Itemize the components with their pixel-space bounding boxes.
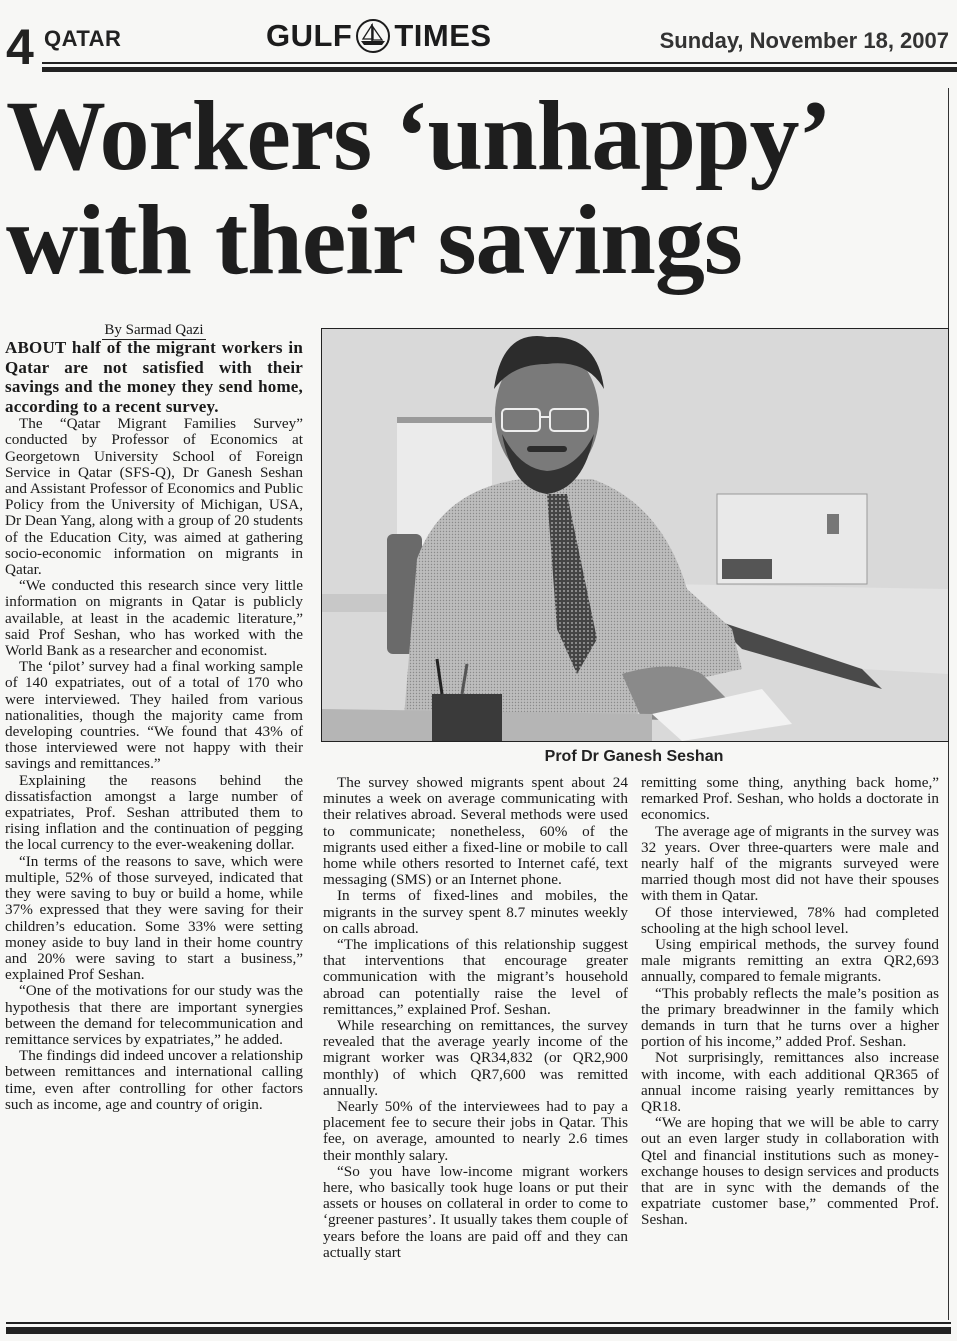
footer-rule-thin (6, 1322, 951, 1324)
article-column-middle (323, 775, 628, 1261)
paragraph: “One of the motivations for our study was the hypothesis that there are important synergies between the demand for telecommunication and remittance services by expatriates,” he added. (5, 982, 303, 1048)
photo-caption: Prof Dr Ganesh Seshan (544, 748, 724, 765)
issue-date: Sunday, November 18, 2007 (659, 28, 949, 53)
section-label: QATAR (44, 26, 122, 51)
masthead (0, 0, 957, 80)
paragraph: “This probably reflects the male’s position as the primary breadwinner in the family which demands in turn that he turns over a higher portion of his income,” added Prof. Seshan. (641, 984, 939, 1051)
article-column-left (5, 322, 303, 1113)
paragraph: “We conducted this research since very little information on migrants in Qatar is publicly available, at least in the academic literature,” said Prof Seshan, who has worked with the World Bank as a researcher and economist. (5, 577, 303, 660)
paragraph: Explaining the reasons behind the dissatisfaction amongst a large number of expatriates, Prof. Seshan attributed them to rising inflation and the continuation of pegging the local currency to the ever-weakening dollar. (5, 771, 303, 854)
paragraph: The average age of migrants in the survey was 32 years. Over three-quarters were male and nearly half of the migrants surveyed were married though most did not have their spouses with them in Qatar. (641, 822, 939, 905)
masthead-rule-thin (42, 62, 957, 64)
paragraph: The “Qatar Migrant Families Survey” conducted by Professor of Economics at Georgetown University School of Foreign Service in Qatar (SFS-Q), Dr Ganesh Seshan and Assistant Professor of Economics and Public Policy from the University of Michigan, USA, Dr Dean Yang, along with a group of 20 students of the Education City, was aimed at gathering socio-economic information on migrants in Qatar. (5, 415, 303, 579)
paragraph: The findings did indeed uncover a relationship between remittances and international calling time, even after controlling for other factors such as income, age and country of origin. (5, 1047, 303, 1113)
paragraph: “So you have low-income migrant workers here, who basically took huge loans or put their assets or houses on collateral in order to come to ‘greener pastures’. It usually takes them couple of years before the loans are paid off and they can actually start (323, 1162, 628, 1261)
paragraph: Not surprisingly, remittances also increase with income, with each additional QR365 of annual income raising yearly remittances by QR18. (641, 1049, 939, 1116)
publication-logo (266, 18, 492, 54)
dhow-boat-icon (355, 18, 391, 54)
logo-word-right: TIMES (394, 18, 492, 53)
paragraph: “We are hoping that we will be able to carry out an even larger study in collaboration with Qtel and financial institutions such as money-exchange houses to design services and products that are in sync with the demands of the expatriate customer base,” commented Prof. Seshan. (641, 1114, 939, 1229)
headline-line-2: with their savings (6, 184, 742, 295)
byline: By Sarmad Qazi (104, 322, 204, 338)
paragraph: The survey showed migrants spent about 24 minutes a week on average communicating with their relatives abroad. Several methods were used to communicate; nonetheless, 60% of the migrants used either a fixed-line or mobile to call home while others resorted to Internet café, text messaging (SMS) or an Internet phone. (323, 774, 628, 889)
headline-line-1: Workers ‘unhappy’ (6, 80, 831, 191)
article-column-right (641, 775, 939, 1229)
paragraph: “The implications of this relationship suggest that interventions that encourage greater communication with the migrant’s household abroad can potentially raise the level of remittances,” explained Prof. Seshan. (323, 936, 628, 1018)
article-photo (321, 328, 949, 742)
paragraph: Using empirical methods, the survey found male migrants remitting an extra QR2,693 annually, compared to female migrants. (641, 936, 939, 986)
logo-word-left: GULF (266, 18, 353, 53)
paragraph: The ‘pilot’ survey had a final working sample of 140 expatriates, out of a total of 170 who were interviewed. They hailed from various nationalities, though the majority came from developing countries. “We found that 43% of those interviewed were not happy with their savings and remittances.” (5, 658, 303, 773)
paragraph: Of those interviewed, 78% had completed schooling at the high school level. (641, 903, 939, 937)
headline (6, 80, 946, 295)
paragraph: In terms of fixed-lines and mobiles, the migrants in the survey spent 8.7 minutes weekly on calls abroad. (323, 887, 628, 937)
paragraph: Nearly 50% of the interviewees had to pay a placement fee to secure their jobs in Qatar. This fee, on average, amounted to nearly 2.6 times their monthly salary. (323, 1098, 628, 1164)
masthead-rule-thick (42, 67, 957, 72)
paragraph: While researching on remittances, the survey revealed that the average yearly income of the migrant worker was QR34,832 (or QR2,900 monthly) of which QR7,600 was remitted annually. (323, 1017, 628, 1099)
page-number: 4 (6, 19, 34, 75)
portrait-photo-illustration (322, 329, 948, 741)
paragraph: remitting some thing, anything back home,” remarked Prof. Seshan, who holds a doctorate in economics. (641, 774, 939, 824)
footer-rule-thick (6, 1327, 951, 1334)
lede-paragraph: ABOUT half of the migrant workers in Qatar are not satisfied with their savings and the money they send home, according to a recent survey. (5, 338, 303, 416)
paragraph: “In terms of the reasons to save, which were multiple, 52% of those surveyed, indicated that they were saving to buy or build a home, while 37% expressed that they were saving for their children’s education. Some 33% were setting money aside to buy land in their home country and 20% were saving to start a business,” explained Prof Seshan. (5, 852, 303, 984)
